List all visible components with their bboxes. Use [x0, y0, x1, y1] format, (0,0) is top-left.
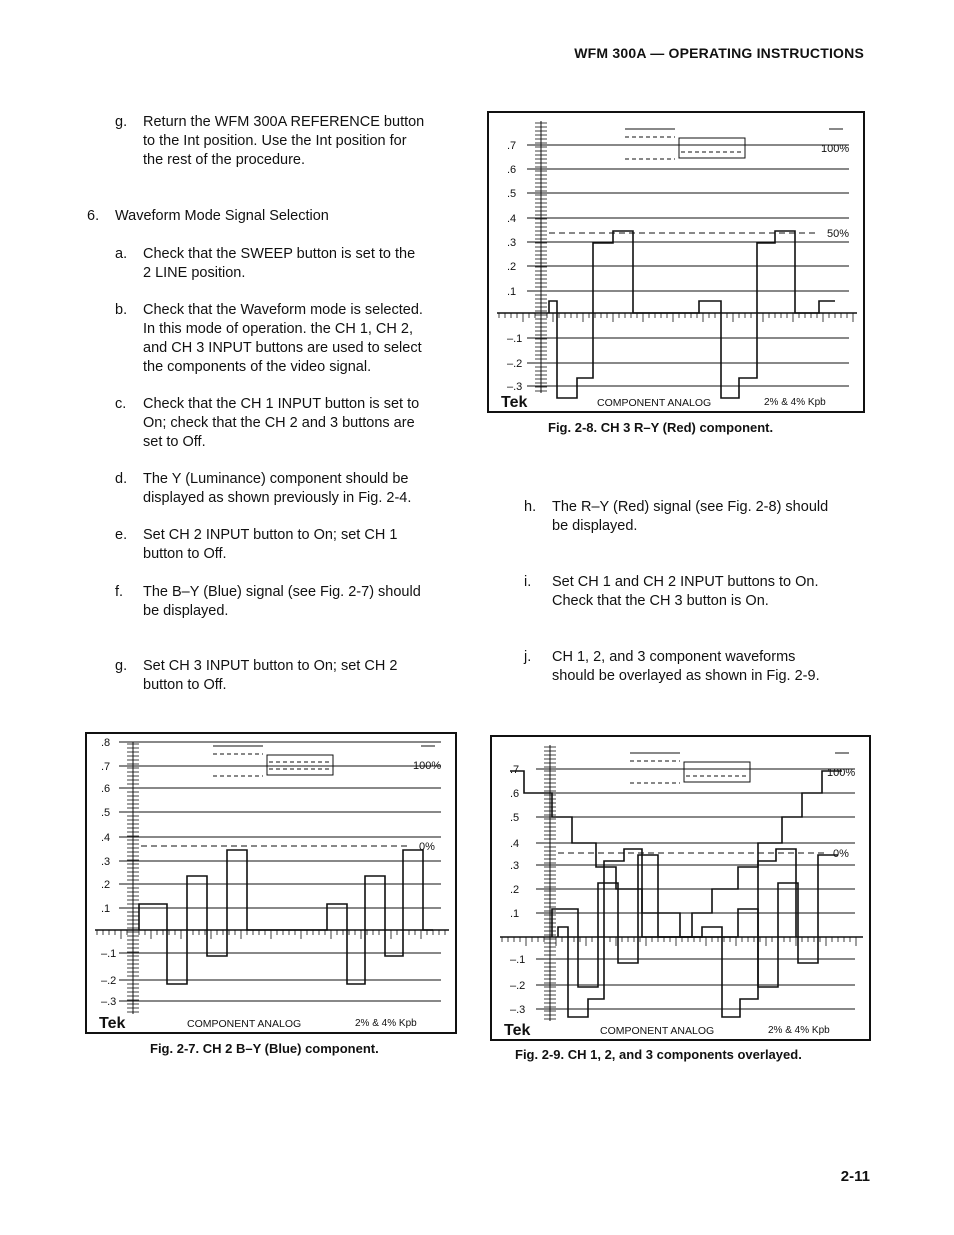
percent-50-label: 0%: [833, 848, 849, 860]
step-text: The B–Y (Blue) signal (see Fig. 2-7) should be displayed.: [143, 584, 421, 619]
scale-label: .2: [507, 261, 517, 273]
percent-50-label: 50%: [827, 228, 850, 240]
waveform-trace: [549, 231, 835, 398]
step-text: Check that the Waveform mode is selected. In this mode of operation. the CH 1, CH 2, and CH 3 INPUT buttons are used to select the components of the video signal.: [143, 302, 423, 375]
step-text: Set CH 3 INPUT button to On; set CH 2 button to Off.: [143, 658, 398, 693]
percent-100-label: 100%: [413, 760, 442, 772]
scale-label: .4: [101, 832, 111, 844]
scale-label: .1: [507, 286, 517, 298]
step-label: e.: [115, 527, 128, 543]
section-6-heading: [87, 207, 467, 227]
step-label: g.: [115, 114, 128, 130]
step-f-blue-signal: [115, 583, 465, 623]
running-header: WFM 300A — OPERATING INSTRUCTIONS: [574, 45, 864, 61]
step-g-reference: [115, 113, 465, 173]
step-d-luminance: [115, 470, 465, 510]
scale-label: .7: [507, 140, 517, 152]
mode-label: COMPONENT ANALOG: [597, 397, 712, 409]
scale-label: .2: [510, 884, 520, 896]
scale-label: –.1: [507, 333, 523, 345]
step-text: Set CH 1 and CH 2 INPUT buttons to On. Check that the CH 3 button is On.: [552, 574, 819, 609]
scale-label: .4: [510, 838, 520, 850]
waveform-trace: [139, 850, 433, 984]
brand-logo: Tek: [504, 1022, 531, 1039]
step-text: Return the WFM 300A REFERENCE button to the Int position. Use the Int position for the rest of the procedure.: [143, 114, 425, 168]
scale-label: .7: [101, 761, 111, 773]
scale-label: .1: [101, 903, 111, 915]
step-label: h.: [524, 499, 537, 515]
waveform-graticule: [492, 737, 869, 1039]
percent-100-label: 100%: [821, 143, 850, 155]
step-label: b.: [115, 302, 128, 318]
scale-label: .2: [101, 879, 111, 891]
step-label: f.: [115, 584, 124, 600]
waveform-trace: [552, 855, 838, 987]
scale-label: –.3: [510, 1004, 526, 1016]
waveform-display-fig-2-8: [487, 111, 865, 413]
scale-label: .7: [510, 764, 520, 776]
step-label: j.: [524, 649, 532, 665]
reference-box: [267, 755, 333, 775]
step-text: The R–Y (Red) signal (see Fig. 2-8) should be displayed.: [552, 499, 829, 534]
step-text: Set CH 2 INPUT button to On; set CH 1 button to Off.: [143, 527, 398, 562]
scale-label: .5: [507, 188, 517, 200]
step-text: Check that the CH 1 INPUT button is set to On; check that the CH 2 and 3 buttons are set to Off.: [143, 396, 420, 450]
scale-label: –.2: [507, 358, 523, 370]
scale-label: .5: [101, 807, 111, 819]
brand-logo: Tek: [501, 394, 528, 411]
step-label: g.: [115, 658, 128, 674]
section-number: 6.: [87, 208, 100, 224]
section-title: Waveform Mode Signal Selection: [115, 208, 329, 224]
scale-label: –.2: [101, 975, 117, 987]
figure-caption: Fig. 2-8. CH 3 R–Y (Red) component.: [548, 420, 774, 435]
step-g-ch3-input: [115, 657, 465, 697]
scale-label: –.3: [101, 996, 117, 1008]
step-text: The Y (Luminance) component should be displayed as shown previously in Fig. 2-4.: [143, 471, 412, 506]
page-number: 2-11: [840, 1168, 870, 1185]
scale-label: .3: [101, 856, 111, 868]
waveform-display-fig-2-9: [490, 735, 871, 1041]
brand-logo: Tek: [99, 1015, 126, 1032]
step-label: i.: [524, 574, 532, 590]
waveform-trace: [558, 849, 796, 1017]
mode-label: COMPONENT ANALOG: [187, 1018, 302, 1030]
step-e-ch2-input: [115, 526, 465, 566]
figure-caption: Fig. 2-7. CH 2 B–Y (Blue) component.: [150, 1041, 379, 1056]
scale-label: .6: [510, 788, 520, 800]
step-label: d.: [115, 471, 128, 487]
calibration-label: 2% & 4% Kpb: [764, 397, 826, 408]
figure-caption: Fig. 2-9. CH 1, 2, and 3 components overlayed.: [515, 1047, 802, 1062]
step-label: a.: [115, 246, 128, 262]
step-text: Check that the SWEEP button is set to the 2 LINE position.: [143, 246, 416, 281]
scale-label: .4: [507, 213, 517, 225]
scale-label: –.3: [507, 381, 523, 393]
step-b-waveform-mode: [115, 301, 465, 381]
step-a-sweep: [115, 245, 465, 285]
waveform-graticule: [87, 734, 455, 1032]
step-j-overlay: [524, 648, 874, 688]
step-text: CH 1, 2, and 3 component waveforms should be overlayed as shown in Fig. 2-9.: [552, 649, 820, 684]
waveform-trace: [510, 771, 842, 937]
step-i-ch1-ch2-on: [524, 573, 874, 613]
calibration-label: 2% & 4% Kpb: [355, 1018, 417, 1029]
waveform-graticule: [489, 113, 863, 411]
scale-label: .5: [510, 812, 520, 824]
step-label: c.: [115, 396, 127, 412]
scale-label: –.1: [101, 948, 117, 960]
scale-label: .1: [510, 908, 520, 920]
scale-label: –.2: [510, 980, 526, 992]
step-c-ch1-input: [115, 395, 465, 455]
percent-100-label: 100%: [827, 767, 856, 779]
reference-box: [679, 138, 745, 158]
scale-label: .6: [101, 783, 111, 795]
scale-label: .3: [510, 860, 520, 872]
scale-label: .8: [101, 737, 111, 749]
scale-label: .3: [507, 237, 517, 249]
step-h-red-signal: [524, 498, 874, 538]
scale-label: –.1: [510, 954, 526, 966]
mode-label: COMPONENT ANALOG: [600, 1025, 715, 1037]
waveform-display-fig-2-7: [85, 732, 457, 1034]
percent-50-label: 0%: [419, 841, 435, 853]
scale-label: .6: [507, 164, 517, 176]
calibration-label: 2% & 4% Kpb: [768, 1025, 830, 1036]
reference-box: [684, 762, 750, 782]
